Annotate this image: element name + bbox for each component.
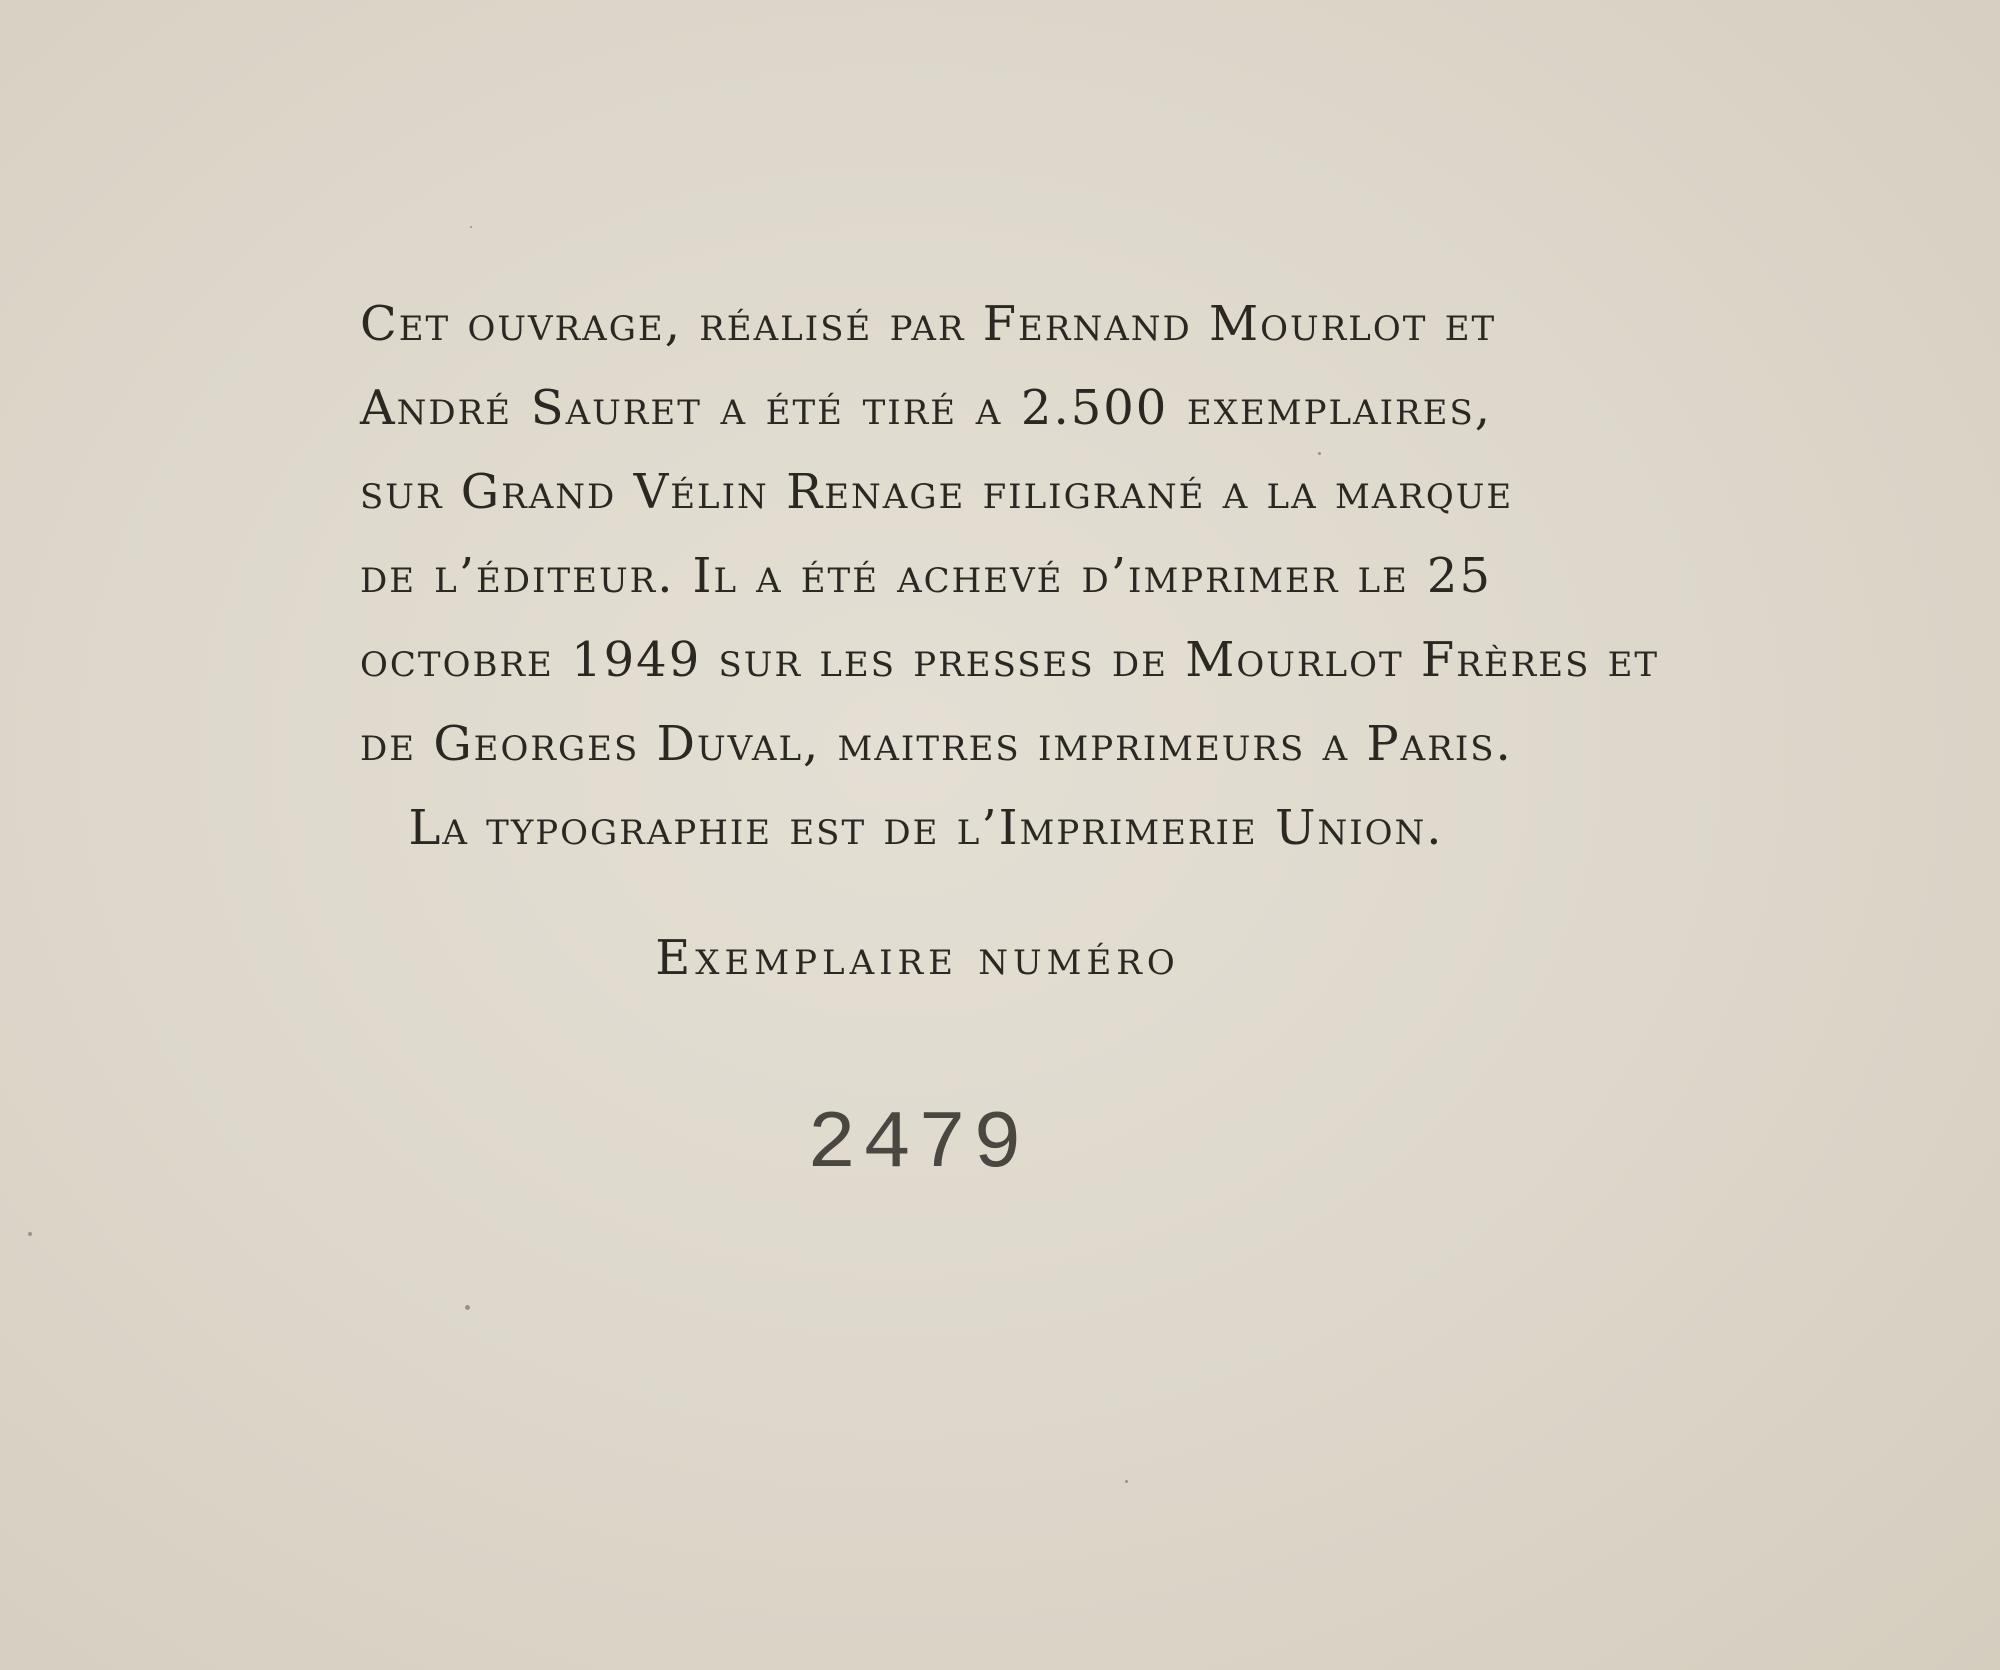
colophon-line: de Georges Duval, maitres imprimeurs a Paris. (360, 716, 1513, 772)
paper-speck (1125, 1480, 1128, 1483)
colophon-line: André Sauret a été tiré a 2.500 exemplaires, (360, 380, 1492, 436)
colophon-line: sur Grand Vélin Renage filigrané a la marque (360, 464, 1514, 520)
colophon-text (360, 282, 1660, 870)
paper-speck (465, 1305, 470, 1310)
colophon-line: octobre 1949 sur les presses de Mourlot Frères et (360, 632, 1660, 688)
colophon-line: Cet ouvrage, réalisé par Fernand Mourlot et (360, 296, 1497, 352)
copy-number-label: Exemplaire numéro (655, 930, 1180, 986)
paper-speck (470, 226, 472, 228)
colophon-line: de l’éditeur. Il a été achevé d’imprimer le 25 (360, 548, 1492, 604)
copy-number-stamp: 2479 (807, 1098, 1028, 1191)
colophon-line-last: La typographie est de l’Imprimerie Union. (408, 800, 1444, 856)
paper-speck (1318, 452, 1321, 455)
paper-speck (28, 1232, 32, 1236)
